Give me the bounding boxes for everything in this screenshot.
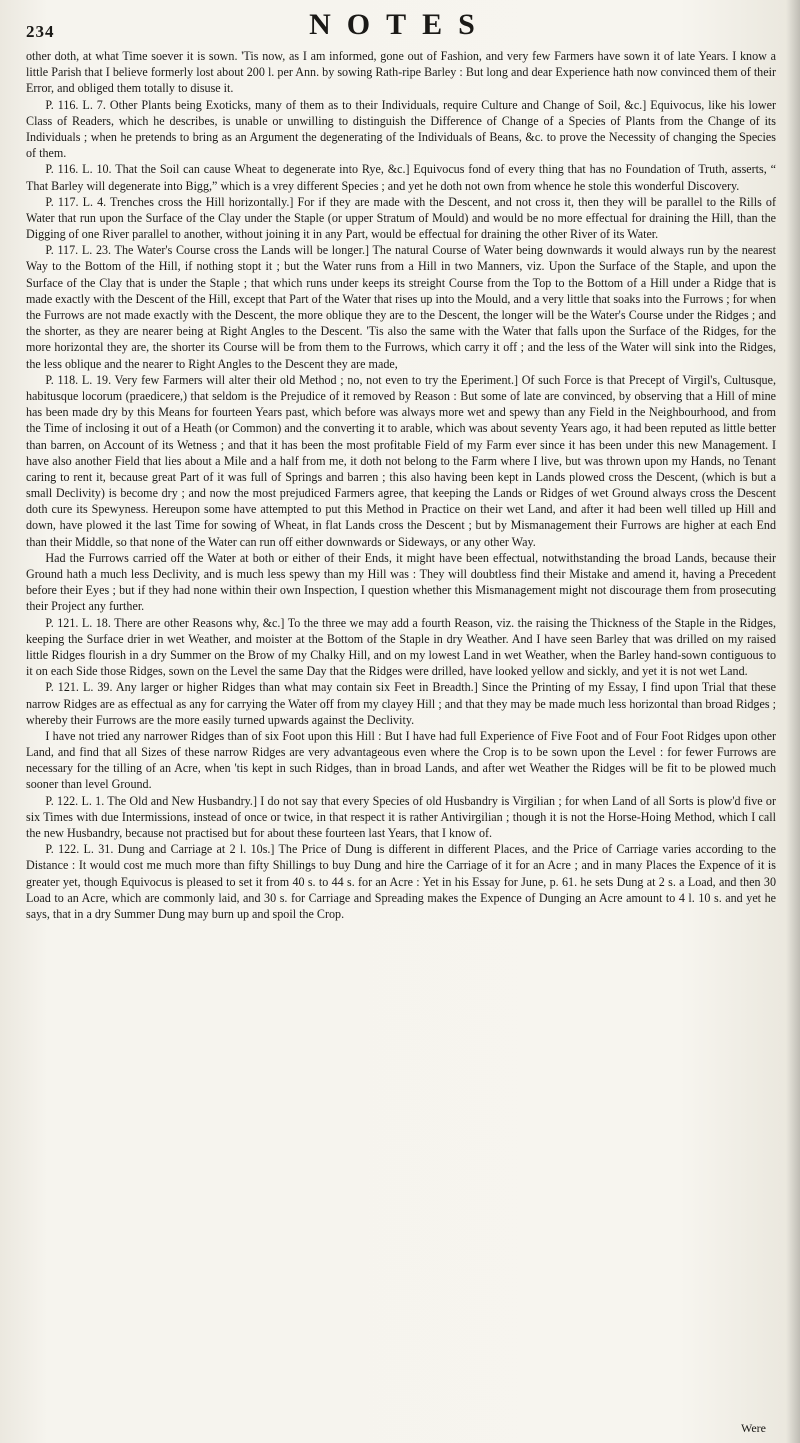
paragraph-narrow-ridges: I have not tried any narrower Ridges than of six Foot upon this Hill : But I have had full Experience of Five Foot and of Four Foot Ridges upon other Land, and find that all Sizes of these narrow Ridges are very advantageous even where the Crop is to be sown upon the Level : for fewer Furrows are necessary for the tilling of an Acre, when 'tis kept in such Ridges, than in broad Lands, and after wet Weather the Ridges will be fit to be plowed much sooner than level Ground. [26, 728, 776, 792]
note-p116-l10: P. 116. L. 10. That the Soil can cause Wheat to degenerate into Rye, &c.] Equivocus fond of every thing that has no Foundation of Truth, asserts, “ That Barley will degenerate into Bigg,” which is a vrey different Species ; and yet he doth not own from whence he stole this wonderful Discovery. [26, 162, 776, 193]
note-p117-l4: P. 117. L. 4. Trenches cross the Hill horizontally.] For if they are made with the Descent, and not cross it, then they will be parallel to the Rills of Water that run upon the Surface of the Clay under the Staple (or upper Stratum of Mould) and would be no more effectual for draining the Hill, than the Digging of one River parallel to another, without joining it in any Part, would be effectual for draining the other River of its Water. [26, 194, 776, 242]
note-p121-l39: P. 121. L. 39. Any larger or higher Ridges than what may contain six Feet in Breadth.] Since the Printing of my Essay, I find upon Trial that these narrow Ridges are as effectual as any for carrying the Water off from my clayey Hill ; and that they may be made much less horizontal than broad Ridges ; whereby their Furrows are the more easily turned upwards against the Declivity. [26, 680, 776, 727]
page-header [0, 6, 800, 46]
note-p118-l19: P. 118. L. 19. Very few Farmers will alter their old Method ; no, not even to try the Eperiment.] Of such Force is that Precept of Virgil's, Cultusque, habitusque locorum (praedicere,) that seldom is the Prejudice of it removed by Reason : But some of late are convinced, by observing that a Hill of mine has been made dry by this Means for fourteen Years past, which before was always more wet and spewy than any Field in the Neighbourhood, and from the Time of inclosing it out of a Heath (or Common) and the converting it to arable, which was about seventy Years ago, it had been reputed as little better than barren, on Account of its Wetness ; and that it has been the most profitable Field of my Farm ever since it has been under this new Management. I have also another Field that lies about a Mile and a half from me, it doth not belong to the Farm where I live, but was thrown upon my Hands, no Tenant caring to rent it, because great Part of it was full of Springs and barren ; this also having been kept in Lands plowed cross the Descent, (which is but a small Declivity) is become dry ; and now the most prejudiced Farmers agree, that keeping the Lands or Ridges of wet Ground always cross the Descent doth cure its Spewyness. Hereupon some have attempted to put this Method in Practice on their wet Land, and after it had been well tilled up Hill and down, have plowed it the last Time for sowing of Wheat, in flat Lands cross the Descent ; but by Mismanagement their Furrows are higher at each End than their Middle, so that none of the Water can run off either downwards or Sideways, or any other Way. [26, 372, 776, 549]
note-p122-l31: P. 122. L. 31. Dung and Carriage at 2 l. 10s.] The Price of Dung is different in different Places, and the Price of Carriage varies according to the Distance : It would cost me much more than fifty Shillings to buy Dung and hire the Carriage of it for an Acre ; and in many Places the Expence of it is greater yet, though Equivocus is pleased to set it from 40 s. to 44 s. for an Acre : Yet in his Essay for June, p. 61. he sets Dung at 2 s. a Load, and then 30 Load to an Acre, which are commonly laid, and 30 s. for Carriage and Spreading makes the Expence of Dunging an Acre amount to 4 l. 10 s. and yet he says, that in a dry Summer Dung may burn up and spoil the Crop. [26, 842, 776, 921]
note-p117-l23: P. 117. L. 23. The Water's Course cross the Lands will be longer.] The natural Course of Water being downwards it would always run by the nearest Way to the Bottom of the Hill, if nothing stopt it ; but the Water runs from a Hill in two Manners, viz. Upon the Surface of the Staple, and upon the Surface of the Clay that is under the Staple ; that which runs under keeps its streight Course from the Top to the Bottom of a Hill under a Ridge that is made exactly with the Descent of the Hill, except that Part of the Water that rises up into the Mould, and a very little that soaks into the Furrows ; for when the Furrows are not made exactly with the Descent, the more oblique they are to the Descent, the longer will be the Water's Course under the Ridges ; and the shorter, as they are nearer being at Right Angles to the Descent. 'Tis also the same with the Water that falls upon the Surface of the Ridges, for the more horizontal they are, the shorter its Course will be from them to the Furrows, which carry it off ; and the less of the Water will sink into the Ridges, the less oblique and the nearer to Right Angles to the Descent they are made, [26, 243, 776, 371]
note-p122-l1: P. 122. L. 1. The Old and New Husbandry.] I do not say that every Species of old Husbandry is Virgilian ; for when Land of all Sorts is plow'd five or six Times with due Intermissions, instead of once or twice, in that respect it is rather Antivirgilian ; though it is not the Horse-Hoing Method, which I call the new Husbandry, because not practised but for about these fourteen last Years, that I know of. [26, 793, 776, 840]
page-edge-shadow [786, 0, 800, 1443]
note-p116-l7: P. 116. L. 7. Other Plants being Exoticks, many of them as to their Individuals, require Culture and Change of Soil, &c.] Equivocus, like his lower Class of Readers, which he describes, is unable or unwilling to distinguish the Difference of Change of a Species of Plants from the Change of its Individuals ; when he pretends to bring as an Argument the degenerating of the Individuals of Beans, &c. to prove the Necessity of changing the Species of them. [26, 97, 776, 161]
paragraph-furrows: Had the Furrows carried off the Water at both or either of their Ends, it might have been effectual, notwithstanding the broad Lands, because their Ground hath a much less Declivity, and is much less spewy than my Hill was : They will doubtless find their Mistake and amend it, having a Precedent before their Eyes ; but if they had none within their own Inspection, I question whether this Mismanagement might not discourage them from prosecuting their Project any further. [26, 550, 776, 614]
catchword: Were [740, 1421, 766, 1435]
notes-body [26, 48, 776, 922]
paragraph-continuation: other doth, at what Time soever it is sown. 'Tis now, as I am informed, gone out of Fashion, and very few Farmers have sown it of late Years. I know a little Parish that I believe formerly lost about 200 l. per Ann. by sowing Rath-ripe Barley : But long and dear Experience hath now convinced them of their Error, and obliged them totally to disuse it. [26, 49, 776, 96]
running-head: NOTES [309, 8, 491, 41]
note-p121-l18: P. 121. L. 18. There are other Reasons why, &c.] To the three we may add a fourth Reason, viz. the raising the Thickness of the Staple in the Ridges, keeping the Surface drier in wet Weather, and moister at the Bottom of the Staple in dry Weather. And I have seen Barley that was drilled on my raised little Ridges flourish in a dry Summer on the Brow of my Chalky Hill, and on my lowest Land in wet Weather, when the Barley hand-sown contiguous to it on each Side those Ridges, sown on the Level the same Day that the Ridges were drilled, have looked yellow and sickly, and yet it is not wet Land. [26, 615, 776, 679]
page-number: 234 [26, 22, 55, 41]
